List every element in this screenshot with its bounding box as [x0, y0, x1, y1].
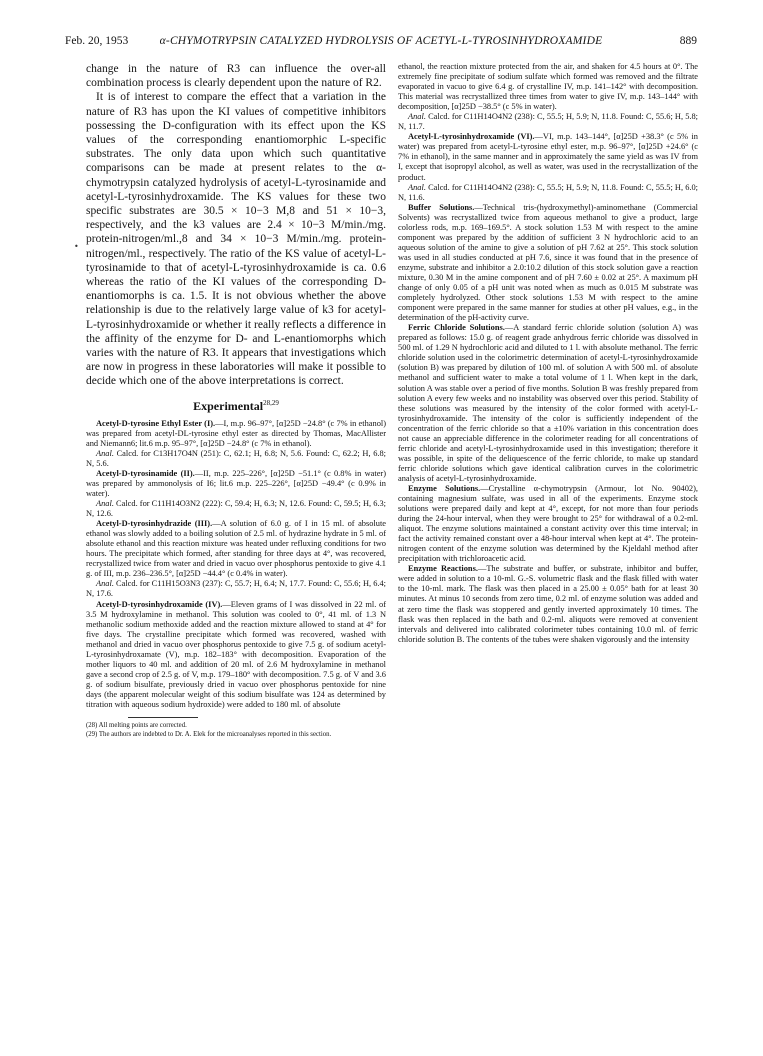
analysis-l-hydroxamide	[398, 183, 698, 203]
section-enzyme-solutions	[398, 484, 698, 564]
compound-entry-l-hydroxamide	[398, 132, 698, 182]
analysis-label-hydroxamide: Anal.	[408, 112, 426, 122]
footnote-29: (29) The authors are indebted to Dr. A. Elek for the microanalyses reported in this section.	[86, 730, 332, 738]
compound-title-ester: Acetyl-D-tyrosine Ethyl Ester (I).	[96, 418, 216, 428]
experimental-heading-text: Experimental	[193, 398, 264, 413]
page-number: 889	[679, 35, 697, 47]
analysis-text-ester: Calcd. for C13H17O4N (251): C, 62.1; H, 6.8; N, 5.6. Found: C, 62.2; H, 6.8; N, 5.6.	[86, 448, 387, 468]
compound-text-hydrazide: —A solution of 6.0 g. of I in 15 ml. of absolute ethanol was slowly added to a boiling solution of 2.5 ml. of hydrazine hydrate in 5 ml. of absolute ethanol and this reaction mixture was heated under refluxing conditions for two hours. The precipitate which formed, after standing for three days at 4°, was recovered, recrystallized twice from water and dried in vacuo over phosphorus pentoxide to give 4.1 g. of III, m.p. 236–236.5°, [α]25D −44.4° (c 0.4% in water).	[86, 519, 386, 579]
experimental-footnote-refs: 28,29	[263, 398, 279, 407]
section-title-buffer: Buffer Solutions.	[408, 202, 475, 212]
section-buffer-solutions	[398, 203, 698, 324]
section-title-ferric: Ferric Chloride Solutions.	[408, 323, 505, 333]
margin-mark: •	[74, 242, 79, 251]
section-text-enzyme: —Crystalline α-chymotrypsin (Armour, lot No. 90402), containing magnesium sulfate, was used in all of the experiments. Enzyme stock solutions were prepared daily and kept at 4°, except, for not more than four periods during the 24-hour interval, when they were brought to 25° for withdrawal of a 0.2-ml. aliquot. The enzyme solutions maintained a constant activity over this time interval; in fact the activity remained constant over a 48-hour interval when kept at 4°. The protein-nitrogen content of the enzyme solution was determined by the Kjeldahl method after precipitation with trichloroacetic acid.	[398, 483, 698, 564]
section-text-reactions: —The substrate and buffer, or substrate, inhibitor and buffer, were added in solution to a 10-ml. G.-S. volumetric flask and the flask filled with water to the 10-ml. mark. The flask was then placed in a 25.00 ± 0.05° bath for at least 30 minutes. At minus 10 seconds from zero time, 0.2 ml. of enzyme solution was added and at zero time the flask was stoppered and gently inverted approximately 10 times. The flask was then replaced in the bath and 0.2-ml. aliquots were removed at convenient intervals and delivered into calibrated colorimeter tubes containing 10.0 ml. of ferric chloride solution B. The contents of the tubes were shaken vigorously and the intensity	[398, 564, 698, 644]
compound-title-hydroxamide: Acetyl-D-tyrosinhydroxamide (IV).	[96, 599, 223, 609]
compound-title-amide: Acetyl-D-tyrosinamide (II).	[96, 468, 195, 478]
analysis-text-hydroxamide: Calcd. for C11H14O4N2 (238): C, 55.5; H, 5.9; N, 11.8. Found: C, 55.6; H, 5.8; N, 11.7.	[398, 112, 699, 132]
section-enzyme-reactions	[398, 564, 698, 644]
paragraph-discussion-end: change in the nature of R3 can influence the over-all combination process is clearly dependent upon the nature of R2.	[86, 63, 386, 90]
analysis-hydrazide	[86, 579, 386, 599]
analysis-amide	[86, 499, 386, 519]
compound-entry-hydroxamide	[86, 600, 386, 711]
analysis-ester	[86, 449, 386, 469]
compound-entry-amide	[86, 469, 386, 499]
compound-title-l-hydroxamide: Acetyl-L-tyrosinhydroxamide (VI).	[408, 132, 535, 142]
paragraph-discussion-ratio: It is of interest to compare the effect that a variation in the nature of R3 has upon the KI values of competitive inhibitors possessing the D-configuration with its effect upon the KS values of the corresponding enantiomorphic L-specific substrates. The only data upon which such quantitative comparisons can be made at present relates to the α-chymotrypsin catalyzed hydrolysis of acetyl-L-tyrosinamide and acetyl-L-tyrosinhydroxamide. The KS values for these two specific substrates are 30.5 × 10−3 M,8 and 51 × 10−3, respectively, and the k3 values are 2.4 × 10−3 M/min./mg. protein-nitrogen/ml.,8 and 34 × 10−3 M/min./mg. protein-nitrogen/ml., respectively. The ratio of the KS value of acetyl-L-tyrosinamide to that of acetyl-L-tyrosinhydroxamide is ca. 0.6 whereas the ratio of the KI values of the corresponding D-enantiomorphs is ca. 1.5. It is not obvious whether the above relationship is due to the relatively large value of k3 for acetyl-L-tyrosinhydroxamide or whether it really reflects a difference in the affinity of the enzyme for D- and L-enantiomorphs which varies with the nature of R3. It appears that investigations which are now in progress in these laboratories will make it possible to decide which one of the above interpretations is correct.	[86, 91, 386, 388]
analysis-text-hydrazide: Calcd. for C11H15O3N3 (237): C, 55.7; H, 6.4; N, 17.7. Found: C, 55.6; H, 6.4; N, 17.6.	[86, 579, 387, 599]
experimental-heading	[86, 399, 386, 414]
compound-text-hydroxamide-continued: ethanol, the reaction mixture protected from the air, and shaken for 4.5 hours at 0°. The extremely fine precipitate of sodium sulfate which formed was removed and the filtrate evaporated in vacuo to give 6.4 g. of crystalline IV, m.p. 141–142° with decomposition. This material was recrystallized three times from water to give IV, m.p. 143–144° with decomposition, [α]25D −38.5° (c 5% in water).	[398, 62, 698, 112]
running-title: α-CHYMOTRYPSIN CATALYZED HYDROLYSIS OF ACETYL-L-TYROSINHYDROXAMIDE	[159, 35, 603, 47]
footnote-28: (28) All melting points are corrected.	[86, 722, 187, 730]
compound-entry-ester	[86, 419, 386, 449]
analysis-label-hydrazide: Anal.	[96, 579, 114, 589]
compound-text-hydroxamide: —Eleven grams of I was dissolved in 22 ml. of 3.5 M hydroxylamine in methanol. This solution was cooled to 0°, 41 ml. of 1.3 N methanolic sodium methoxide added and the reaction mixture allowed to stand at 4° for five days. The crystalline precipitate which formed was recovered, washed with methanol and dried in vacuo over phosphorus pentoxide to give 7.5 g. of sodium acetyl-L-tyrosinhydroxamate (V), m.p. 182–183° with decomposition. Evaporation of the mother liquors to 40 ml. and addition of 20 ml. of 2.6 M hydroxylamine in methanol gave a second crop of 2.5 g. of V, m.p. 179–180° with decomposition. 7.5 g. of V and 3.6 g. of sodium bisulfate, previously dried in vacuo over phosphorus pentoxide for nine days (the apparent molecular weight of this sodium bisulfate was 124 as determined by titration with aqueous sodium hydroxide) were added to 180 ml. of absolute	[86, 599, 386, 709]
left-column	[86, 62, 386, 739]
analysis-label-amide: Anal.	[96, 499, 114, 509]
section-title-reactions: Enzyme Reactions.	[408, 564, 478, 574]
section-ferric-chloride	[398, 323, 698, 484]
section-title-enzyme: Enzyme Solutions.	[408, 483, 481, 493]
section-text-ferric: —A standard ferric chloride solution (solution A) was prepared as follows: 15.0 g. of reagent grade anhydrous ferric chloride was dissolved in 500 ml. of 1.29 N hydrochloric acid and diluted to 1 l. with absolute methanol. The ferric chloride solution used in the colorimetric determination of acetyl-L-tyrosinhydroxamide (solution B) was prepared by dilution of 100 ml. of solution A with 500 ml. of absolute methanol and sufficient water to make a total volume of 1 l. When kept in the dark, solution A was stable over a period of five months. Solution B was freshly prepared from solution A every few weeks and no instability was observed over this period. Stability of these solutions was measured by the intensity of the color formed with acetyl-L-tyrosinhydroxamide. The intensity of the color is sufficiently independent of the concentration of the ferric chloride so that a ±10% variation in this concentration does not cause an appreciable difference in the colorimeter reading for all concentrations of ferric chloride and acetyl-L-tyrosinhydroxamide used in this investigation; therefore it was possible, in spite of the deliquescence of the ferric chloride, to make up standard ferric chloride solutions which gave identical calibration curves in the colorimetric analysis of acetyl-L-tyrosinhydroxamide.	[398, 323, 698, 483]
right-column	[398, 62, 698, 645]
analysis-text-amide: Calcd. for C11H14O3N2 (222): C, 59.4; H, 6.3; N, 12.6. Found: C, 59.5; H, 6.3; N, 12.6.	[86, 499, 387, 519]
compound-entry-hydrazide	[86, 519, 386, 579]
analysis-hydroxamide	[398, 112, 698, 132]
analysis-label-ester: Anal.	[96, 448, 114, 458]
analysis-label-l-hydroxamide: Anal.	[408, 182, 426, 192]
section-text-buffer: —Technical tris-(hydroxymethyl)-aminomethane (Commercial Solvents) was recrystallized twice from aqueous methanol to give a product, large colorless rods, m.p. 169–169.5°. A stock solution 1.53 M with respect to the amine component was prepared by the addition of sufficient 3 N hydrochloric acid to an aqueous solution of the amine to give a solution of pH 7.62 at 25°. This stock solution was used in all studies conducted at pH 7.6, since it was found that in the presence of enzyme, substrate and inhibitor a 2.0:10.2 dilution of this stock solution gave a reaction mixture, 0.30 M in the amine component and of pH 7.60 ± 0.02 at 25°. A maximum pH change of only 0.05 of a pH unit was noted when as much as 0.015 M substrate was completely hydrolyzed. Other stock solutions 1.53 M with respect to the amine component were prepared in the same manner for studies at other pH values, e.g., in the determination of the pH-activity curve.	[398, 202, 698, 323]
analysis-text-l-hydroxamide: Calcd. for C11H14O4N2 (238): C, 55.5; H, 5.9; N, 11.8. Found: C, 55.5; H, 6.0; N, 11.6.	[398, 182, 699, 202]
footnote-rule	[128, 717, 198, 718]
compound-text-ester: —I, m.p. 96–97°, [α]25D −24.8° (c 7% in ethanol) was prepared from acetyl-DL-tyrosine ethyl ester as directed by Thomas, MacAllister and Niemann6; lit.6 m.p. 95–97°, [α]25D −24.8° (c 7% in ethanol).	[86, 418, 386, 448]
running-header	[65, 35, 697, 51]
compound-text-amide: —II, m.p. 225–226°, [α]25D −51.1° (c 0.8% in water) was prepared by ammonolysis of I6; lit.6 m.p. 225–226°, [α]25D −49.4° (c 0.9% in water).	[86, 468, 386, 498]
issue-date: Feb. 20, 1953	[65, 35, 129, 47]
compound-text-l-hydroxamide: —VI, m.p. 143–144°, [α]25D +38.3° (c 5% in water) was prepared from acetyl-L-tyrosine ethyl ester, m.p. 96–97°, [α]25D +24.6° (c 7% in ethanol), in the same manner and in approximately the same yield as was IV from I, except that isopropyl alcohol, as well as water, was used in the recrystallization of the product.	[398, 132, 698, 182]
compound-title-hydrazide: Acetyl-D-tyrosinhydrazide (III).	[96, 519, 213, 529]
